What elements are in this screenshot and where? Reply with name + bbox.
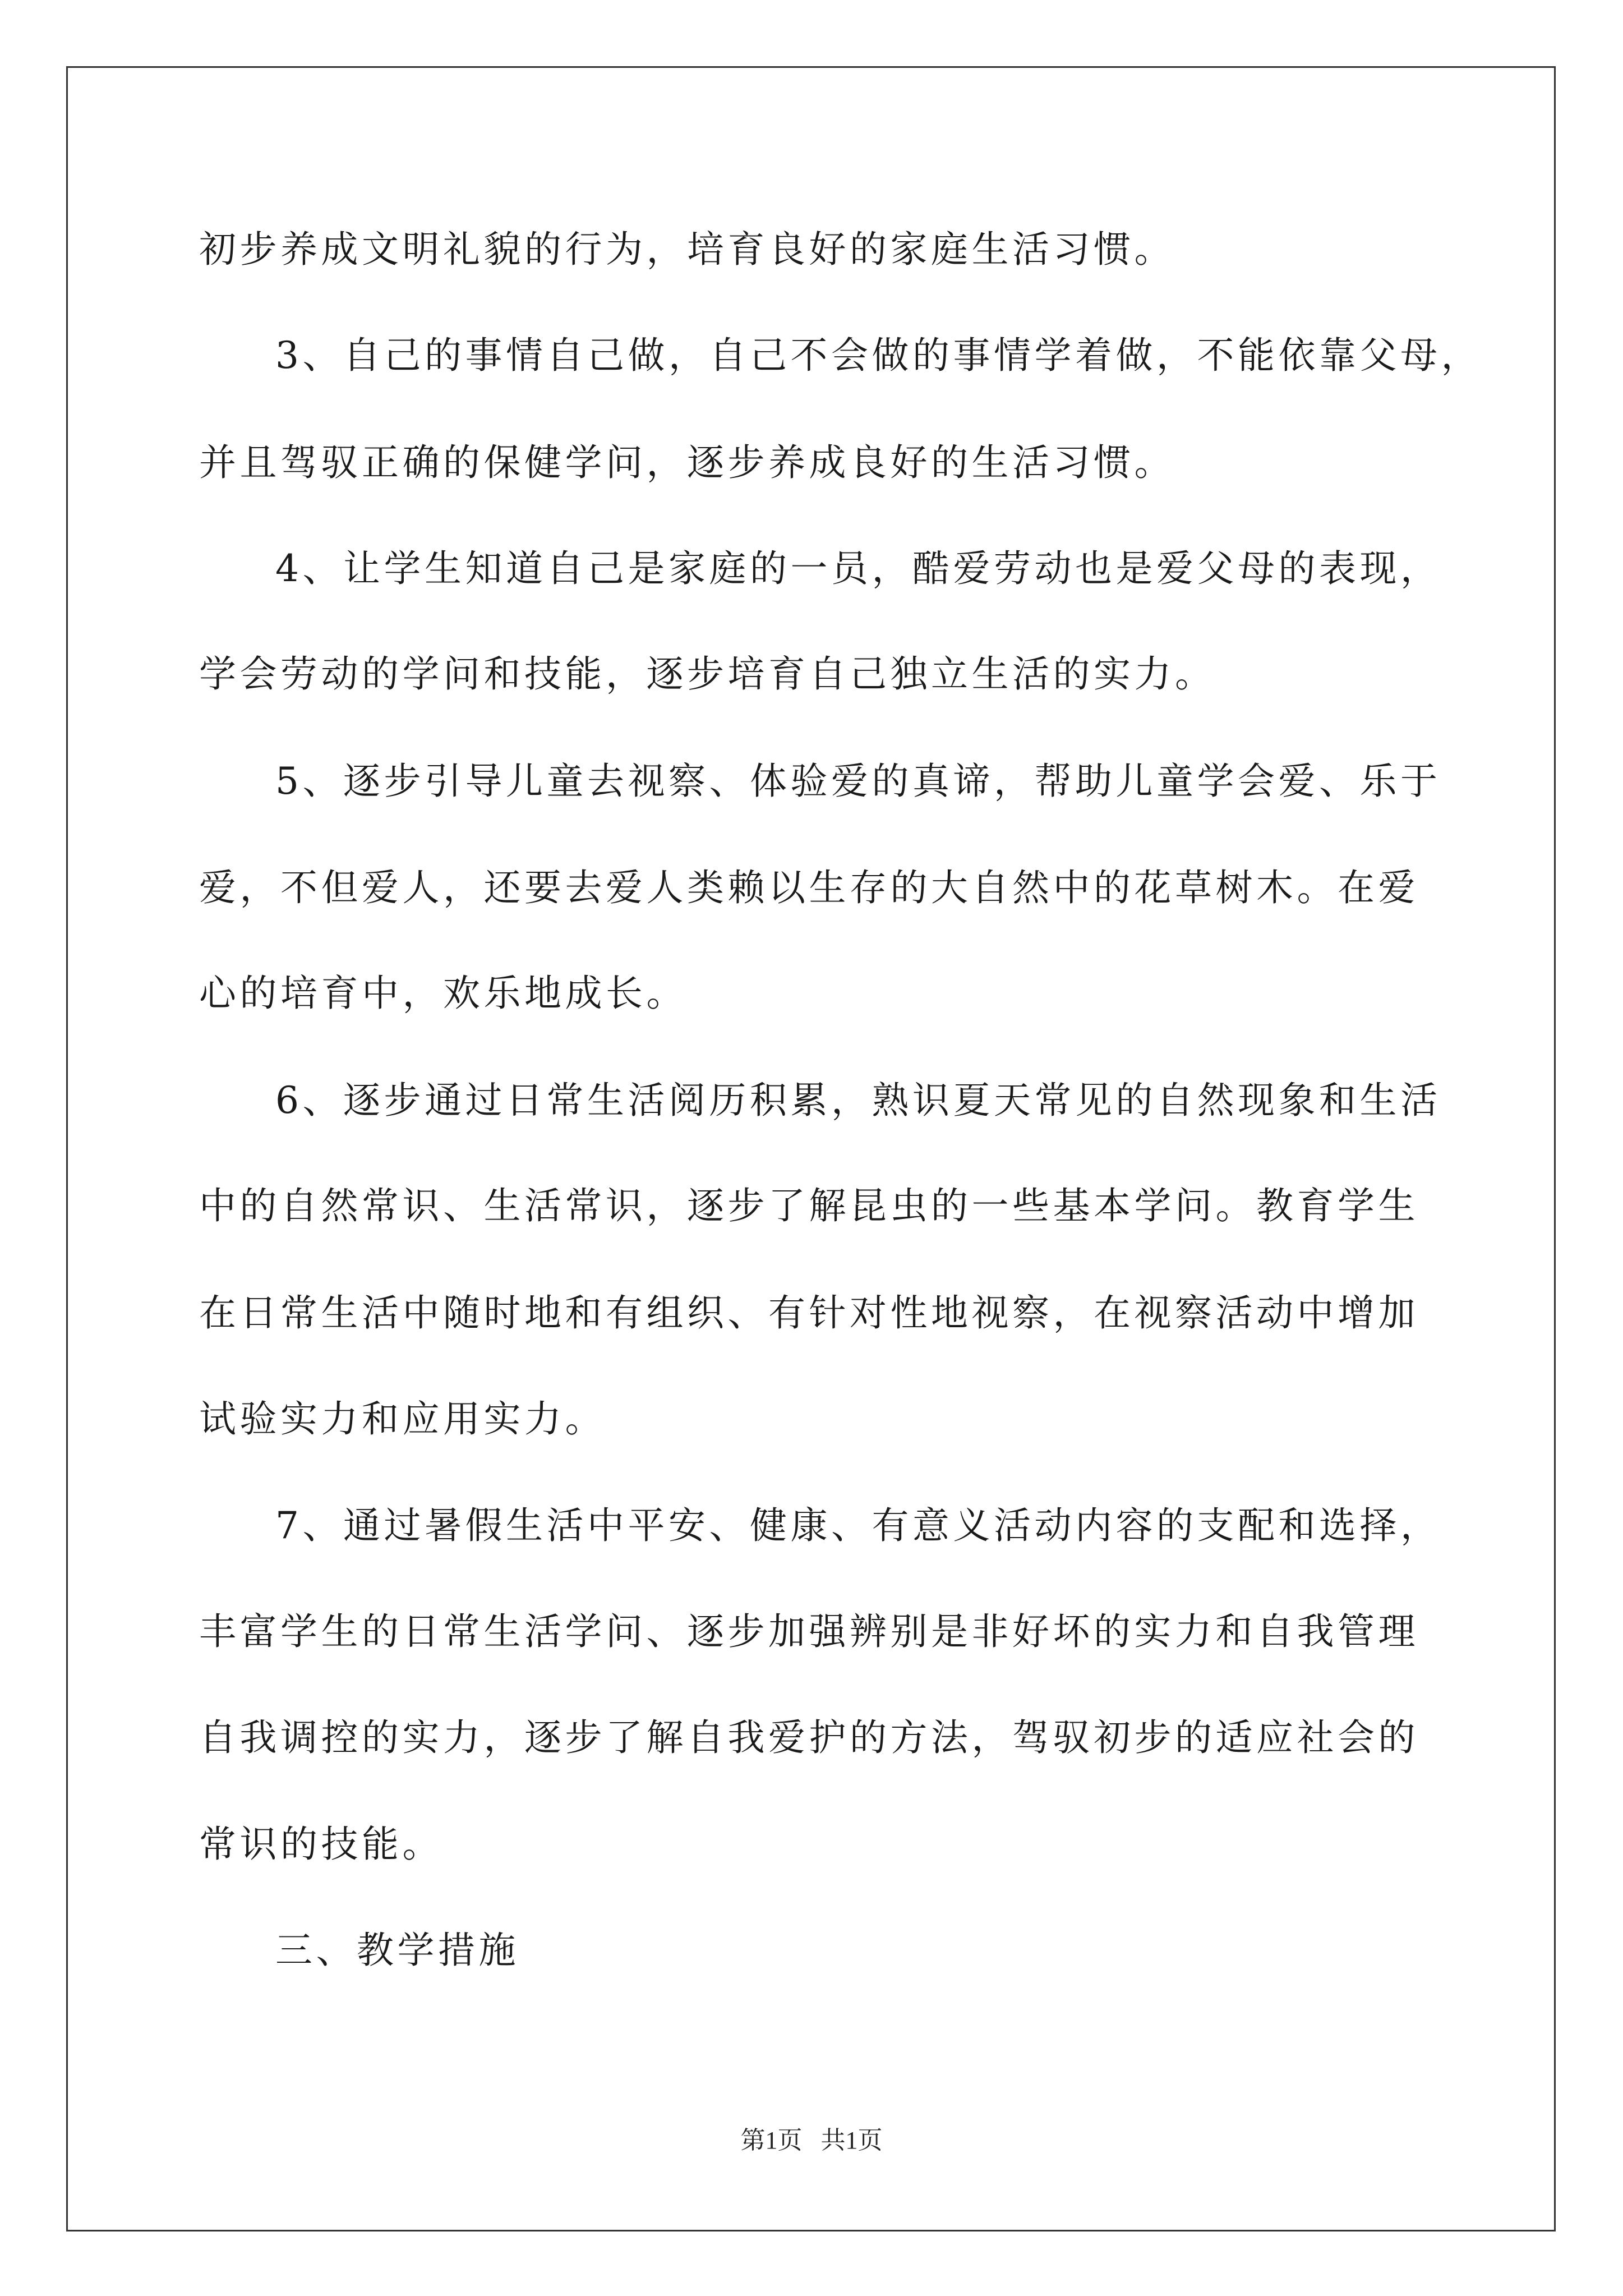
item-4-line-1: 4、让学生知道自己是家庭的一员，酷爱劳动也是爱父母的表现，	[275, 547, 1441, 590]
item-7-line-3: 自我调控的实力，逐步了解自我爱护的方法，驾驭初步的适应社会的	[199, 1716, 1419, 1759]
item-7-line-2: 丰富学生的日常生活学问、逐步加强辨别是非好坏的实力和自我管理	[199, 1610, 1419, 1653]
page-number-footer: 第1页 共1页	[740, 2127, 883, 2154]
item-6-line-4: 试验实力和应用实力。	[199, 1397, 606, 1441]
item-6-line-2: 中的自然常识、生活常识，逐步了解昆虫的一些基本学问。教育学生	[199, 1184, 1419, 1227]
item-7-line-4: 常识的技能。	[199, 1823, 443, 1866]
item-6-line-1: 6、逐步通过日常生活阅历积累，熟识夏天常见的自然现象和生活	[275, 1079, 1441, 1122]
item-5-line-3: 心的培育中，欢乐地成长。	[199, 972, 687, 1015]
section-heading: 三、教学措施	[275, 1929, 519, 1972]
item-3-line-2: 并且驾驭正确的保健学问，逐步养成良好的生活习惯。	[199, 441, 1175, 484]
item-6-line-3: 在日常生活中随时地和有组织、有针对性地视察，在视察活动中增加	[199, 1291, 1419, 1335]
item-7-line-1: 7、通过暑假生活中平安、健康、有意义活动内容的支配和选择，	[275, 1504, 1441, 1547]
page-border	[66, 66, 1556, 2231]
item-4-line-2: 学会劳动的学问和技能，逐步培育自己独立生活的实力。	[199, 652, 1216, 696]
item-5-line-1: 5、逐步引导儿童去视察、体验爱的真谛，帮助儿童学会爱、乐于	[275, 760, 1441, 803]
text-line: 初步养成文明礼貌的行为，培育良好的家庭生活习惯。	[199, 228, 1175, 271]
item-3-line-1: 3、自己的事情自己做，自己不会做的事情学着做，不能依靠父母，	[275, 334, 1482, 377]
item-5-line-2: 爱，不但爱人，还要去爱人类赖以生存的大自然中的花草树木。在爱	[199, 866, 1419, 909]
